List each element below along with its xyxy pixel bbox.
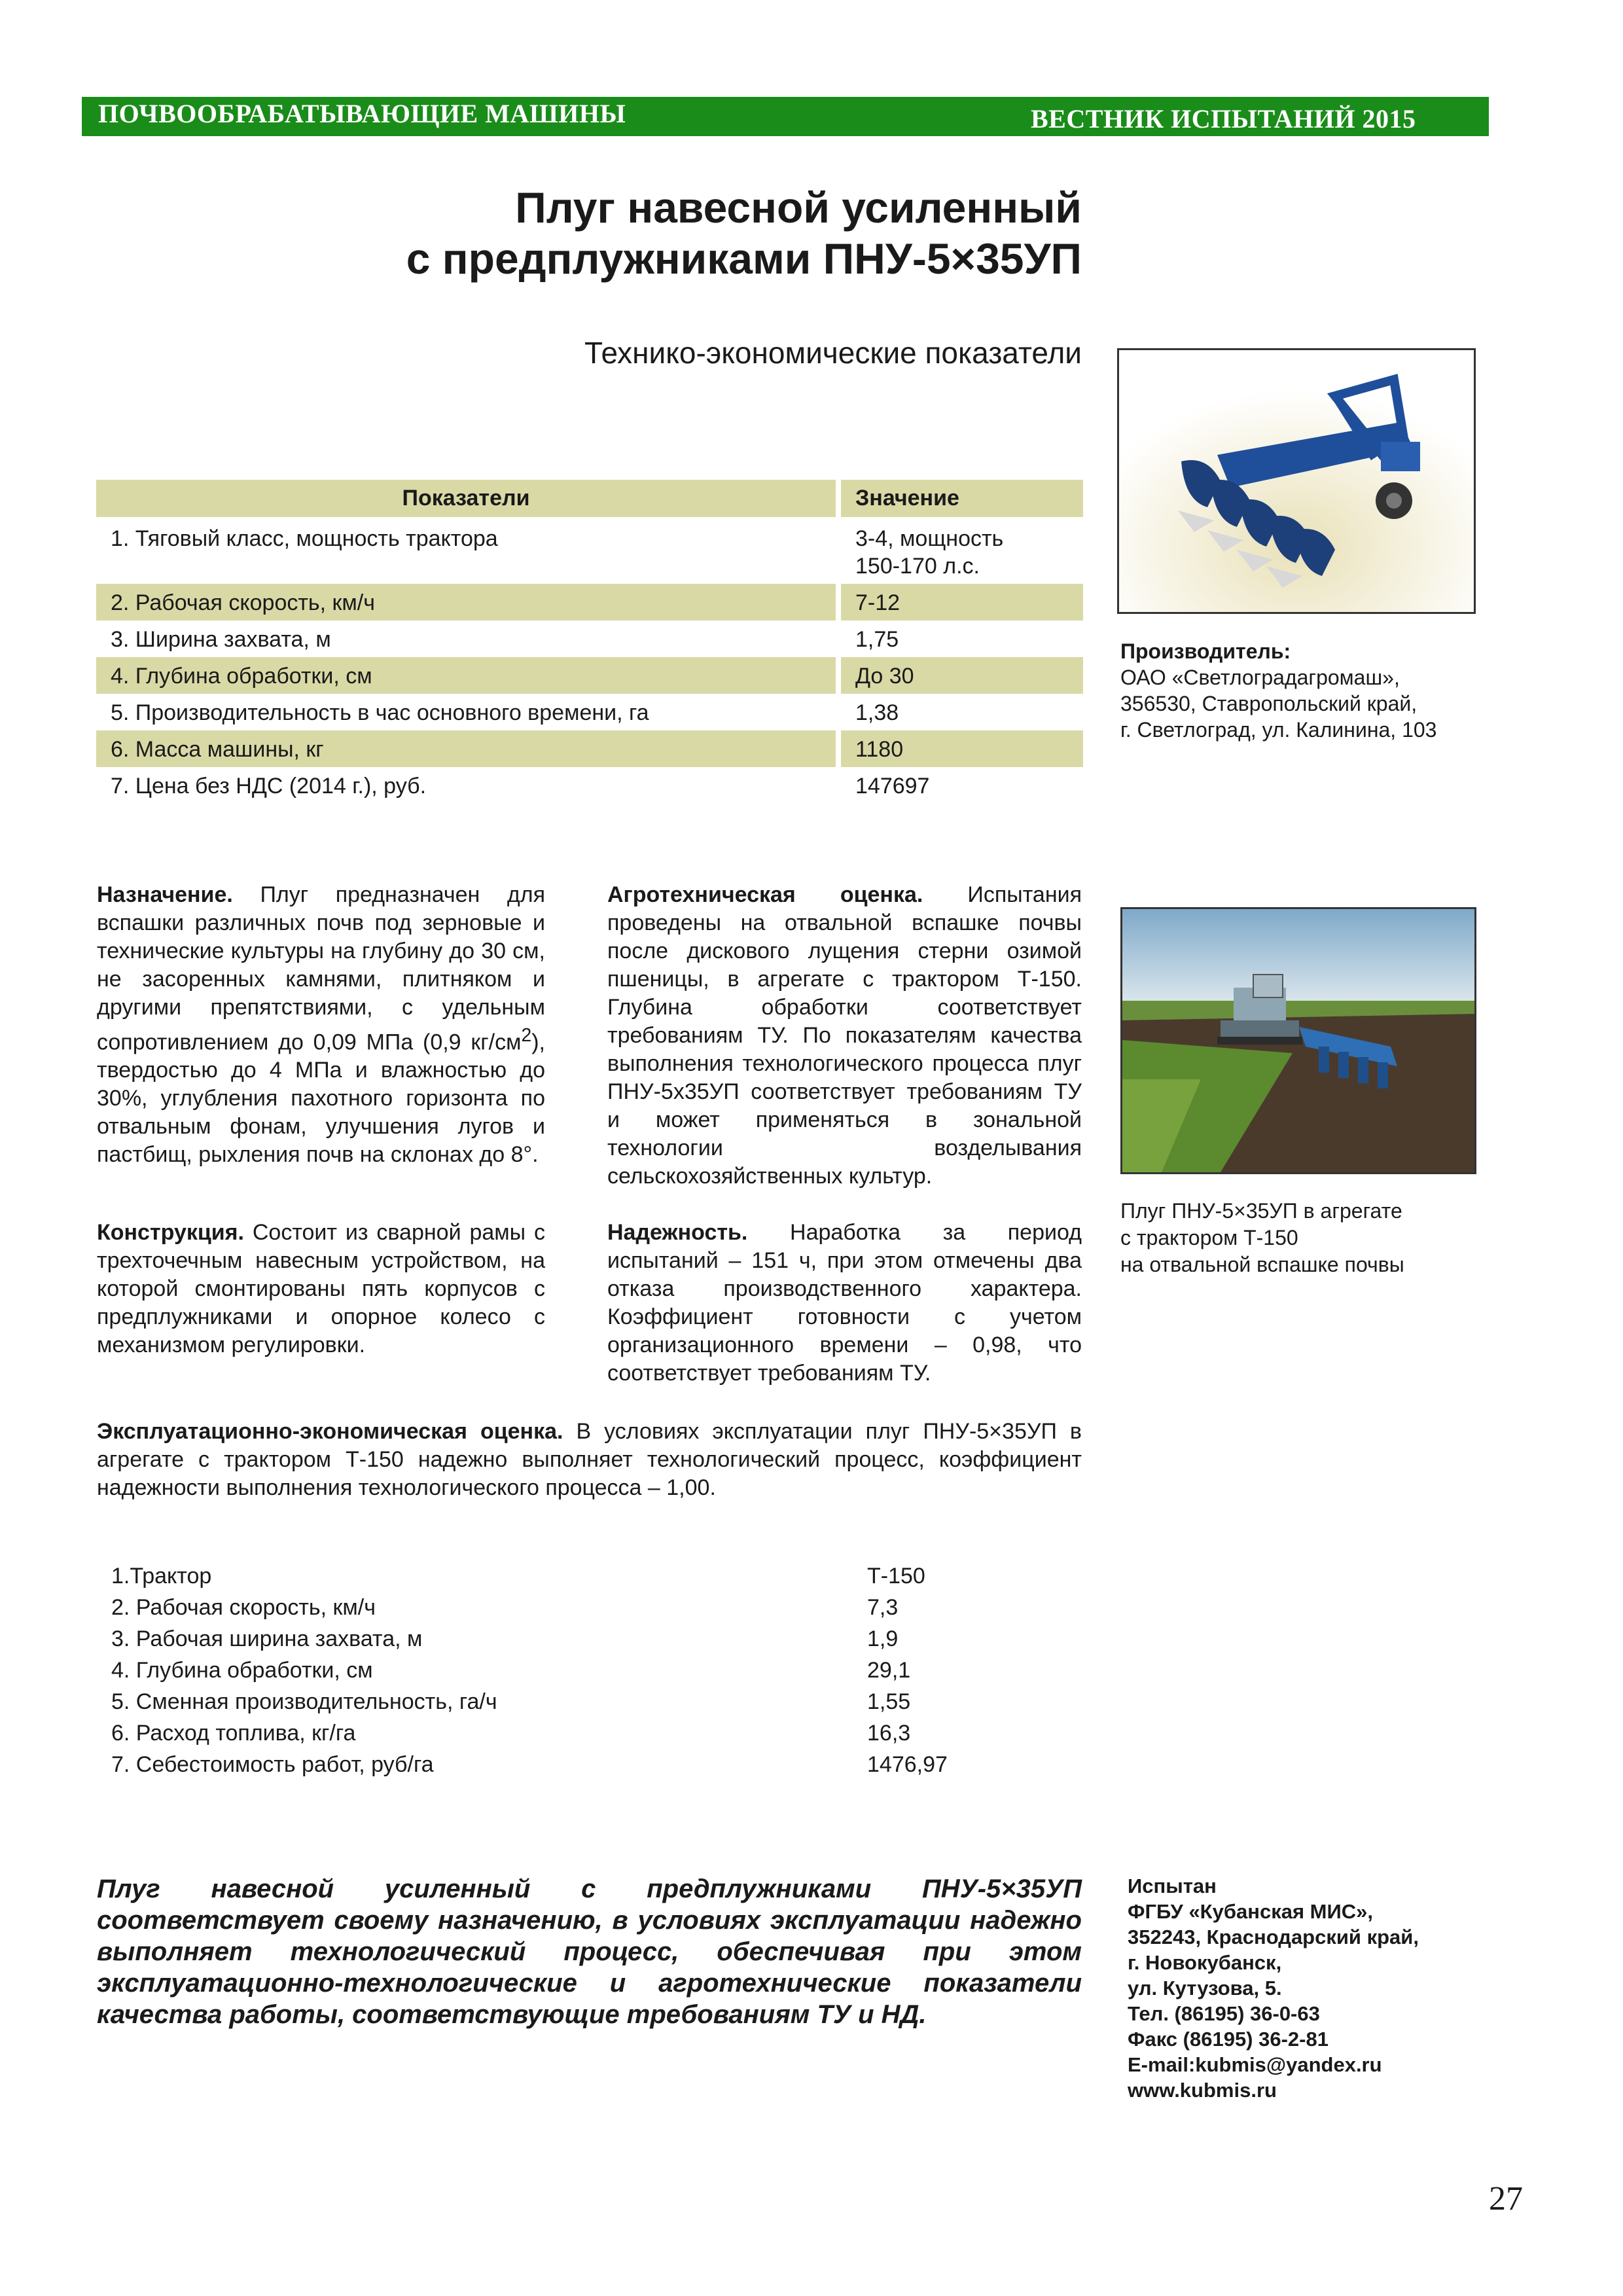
row-label: 2. Рабочая скорость, км/ч xyxy=(96,584,836,620)
purpose-heading: Назначение. xyxy=(97,882,233,907)
tested-line: ФГБУ «Кубанская МИС», xyxy=(1128,1900,1373,1923)
row-value: 7,3 xyxy=(867,1595,899,1620)
row-label: 6. Расход топлива, кг/га xyxy=(111,1721,356,1746)
row-value xyxy=(836,520,1083,584)
table-row xyxy=(111,1749,948,1780)
row-value: 7-12 xyxy=(836,584,1083,620)
reliability-section xyxy=(607,1219,1082,1388)
table-row xyxy=(96,520,1083,584)
page-number: 27 xyxy=(1489,2180,1523,2217)
row-value-line: 3-4, мощность xyxy=(855,526,1004,551)
table-row xyxy=(96,584,1083,620)
row-label: 5. Сменная производительность, га/ч xyxy=(111,1689,497,1714)
exploit-section xyxy=(97,1418,1082,1502)
row-label: 4. Глубина обработки, см xyxy=(111,1658,373,1683)
table-row xyxy=(96,767,1083,804)
table-row xyxy=(111,1592,948,1623)
column-header-indicators: Показатели xyxy=(96,480,836,520)
exploit-text: В условиях эксплуатации плуг ПНУ-5×35УП в агрегате с трактором Т-150 надежно выполняет технологический процесс, коэффициент надежности выполнения технологического процесса – 1,00. xyxy=(97,1419,1082,1500)
manufacturer-address: 356530, Ставропольский край, xyxy=(1120,692,1418,715)
agro-section xyxy=(607,881,1082,1191)
caption-line: Плуг ПНУ-5×35УП в агрегате xyxy=(1120,1199,1402,1223)
manufacturer-street: г. Светлоград, ул. Калинина, 103 xyxy=(1120,718,1437,742)
row-value-line: 150-170 л.с. xyxy=(855,554,980,579)
table-row xyxy=(111,1717,948,1749)
row-value: 1,38 xyxy=(836,694,1083,730)
tested-phone: Тел. (86195) 36-0-63 xyxy=(1128,2002,1320,2025)
row-value: 1476,97 xyxy=(867,1752,948,1777)
row-value: Т-150 xyxy=(867,1564,925,1588)
title-line-1: Плуг навесной усиленный xyxy=(515,183,1082,232)
tested-line: ул. Кутузова, 5. xyxy=(1128,1977,1282,2000)
row-label: 3. Ширина захвата, м xyxy=(111,627,331,652)
title-line-2: с предплужниками ПНУ-5×35УП xyxy=(406,234,1082,283)
caption-line: на отвальной вспашке почвы xyxy=(1120,1253,1404,1276)
row-label: 7. Цена без НДС (2014 г.), руб. xyxy=(111,774,427,798)
tested-by xyxy=(1128,1873,1419,2103)
indicators-table xyxy=(96,480,1083,804)
column-header-value: Значение xyxy=(836,480,1083,520)
construction-section xyxy=(97,1219,545,1359)
reliability-text: Наработка за период испытаний – 151 ч, при этом отмечены два отказа производственного характера. Коэффициент готовности с учетом организационного времени – 0,98, что соответствует требованиям ТУ. xyxy=(607,1220,1082,1386)
row-value: 1,9 xyxy=(867,1626,899,1651)
journal-title: ВЕСТНИК ИСПЫТАНИЙ 2015 xyxy=(1031,104,1416,134)
plough-photo xyxy=(1117,348,1476,614)
tested-line: Испытан xyxy=(1128,1874,1217,1897)
row-value: 1180 xyxy=(836,730,1083,767)
table-row xyxy=(96,694,1083,730)
table-subtitle: Технико-экономические показатели xyxy=(584,336,1082,370)
row-value: 16,3 xyxy=(867,1721,911,1746)
section-title: ПОЧВООБРАБАТЫВАЮЩИЕ МАШИНЫ xyxy=(98,99,626,128)
row-label: 6. Масса машины, кг xyxy=(96,730,836,767)
tested-website: www.kubmis.ru xyxy=(1128,2079,1277,2102)
tested-email: E-mail:kubmis@yandex.ru xyxy=(1128,2053,1382,2076)
construction-heading: Конструкция. xyxy=(97,1220,244,1245)
purpose-text: Плуг предназначен для вспашки различных почв под зерновые и технические культуры на глубину до 30 см, не засоренных камнями, плитняком и другими препятствиями, с удельным сопротивлением до 0,09 МПа (0,9 кг/см xyxy=(97,882,545,1055)
purpose-sup: 2 xyxy=(521,1025,532,1046)
row-value: До 30 xyxy=(836,657,1083,694)
table-row xyxy=(96,657,1083,694)
row-value: 29,1 xyxy=(867,1658,911,1683)
table-row xyxy=(111,1623,948,1655)
construction-text: Состоит из сварной рамы с трехточечным навесным устройством, на которой смонтированы пять корпусов с предплужниками и опорное колесо с механизмом регулировки. xyxy=(97,1220,545,1357)
manufacturer-name: ОАО «Светлоградагромаш», xyxy=(1120,666,1400,689)
plough-illustration xyxy=(1119,350,1474,612)
exploit-heading: Эксплуатационно-экономическая оценка. xyxy=(97,1419,563,1444)
table-header-row xyxy=(96,480,1083,520)
caption-line: с трактором Т-150 xyxy=(1120,1226,1298,1249)
table-row xyxy=(96,620,1083,657)
manufacturer-info xyxy=(1120,638,1436,743)
agro-text: Испытания проведены на отвальной вспашке почвы после дискового лущения стерни озимой пшеницы, в агрегате с трактором Т-150. Глубина обработки соответствует требованиям ТУ. По показателям качества выполнения технологического процесса плуг ПНУ-5х35УП соответствует требованиям ТУ и может применяться в зональной технологии возделывания сельскохозяйственных культур. xyxy=(607,882,1082,1189)
table-row xyxy=(96,730,1083,767)
conclusion: Плуг навесной усиленный с предплужниками ПНУ-5×35УП соответствует своему назначению, в условиях эксплуатации надежно выполняет технологический процесс, обеспечивая при этом эксплуатационно-технологические и агротехнические показатели качества работы, соответствующие требованиям ТУ и НД. xyxy=(97,1874,1082,2029)
table-row xyxy=(111,1686,948,1717)
row-value: 1,75 xyxy=(836,620,1083,657)
table-row xyxy=(111,1655,948,1686)
tested-line: 352243, Краснодарский край, xyxy=(1128,1926,1419,1948)
reliability-heading: Надежность. xyxy=(607,1220,748,1245)
photo-caption xyxy=(1120,1198,1404,1278)
tested-line: г. Новокубанск, xyxy=(1128,1951,1282,1974)
row-value: 1,55 xyxy=(867,1689,911,1714)
table-row xyxy=(111,1560,948,1592)
page-title xyxy=(406,182,1082,284)
row-label: 7. Себестоимость работ, руб/га xyxy=(111,1752,434,1777)
tested-fax: Факс (86195) 36-2-81 xyxy=(1128,2028,1329,2051)
tractor-field-illustration xyxy=(1122,909,1474,1172)
purpose-section xyxy=(97,881,545,1169)
agro-heading: Агротехническая оценка. xyxy=(607,882,923,907)
row-value: 147697 xyxy=(836,767,1083,804)
tractor-photo xyxy=(1120,907,1476,1174)
row-label: 3. Рабочая ширина захвата, м xyxy=(111,1626,423,1651)
row-label: 2. Рабочая скорость, км/ч xyxy=(111,1595,376,1620)
row-label: 4. Глубина обработки, см xyxy=(96,657,836,694)
purpose-text-end: ), твердостью до 4 МПа и влажностью до 30%, углубления пахотного горизонта по отвальным фонам, улучшения лугов и пастбищ, рыхления почв на склонах до 8°. xyxy=(97,1030,545,1168)
row-label: 1.Трактор xyxy=(111,1564,212,1588)
manufacturer-label: Производитель: xyxy=(1120,639,1291,663)
exploitation-table xyxy=(111,1560,948,1780)
row-label: 5. Производительность в час основного времени, га xyxy=(111,700,649,725)
row-label: 1. Тяговый класс, мощность трактора xyxy=(111,526,498,551)
